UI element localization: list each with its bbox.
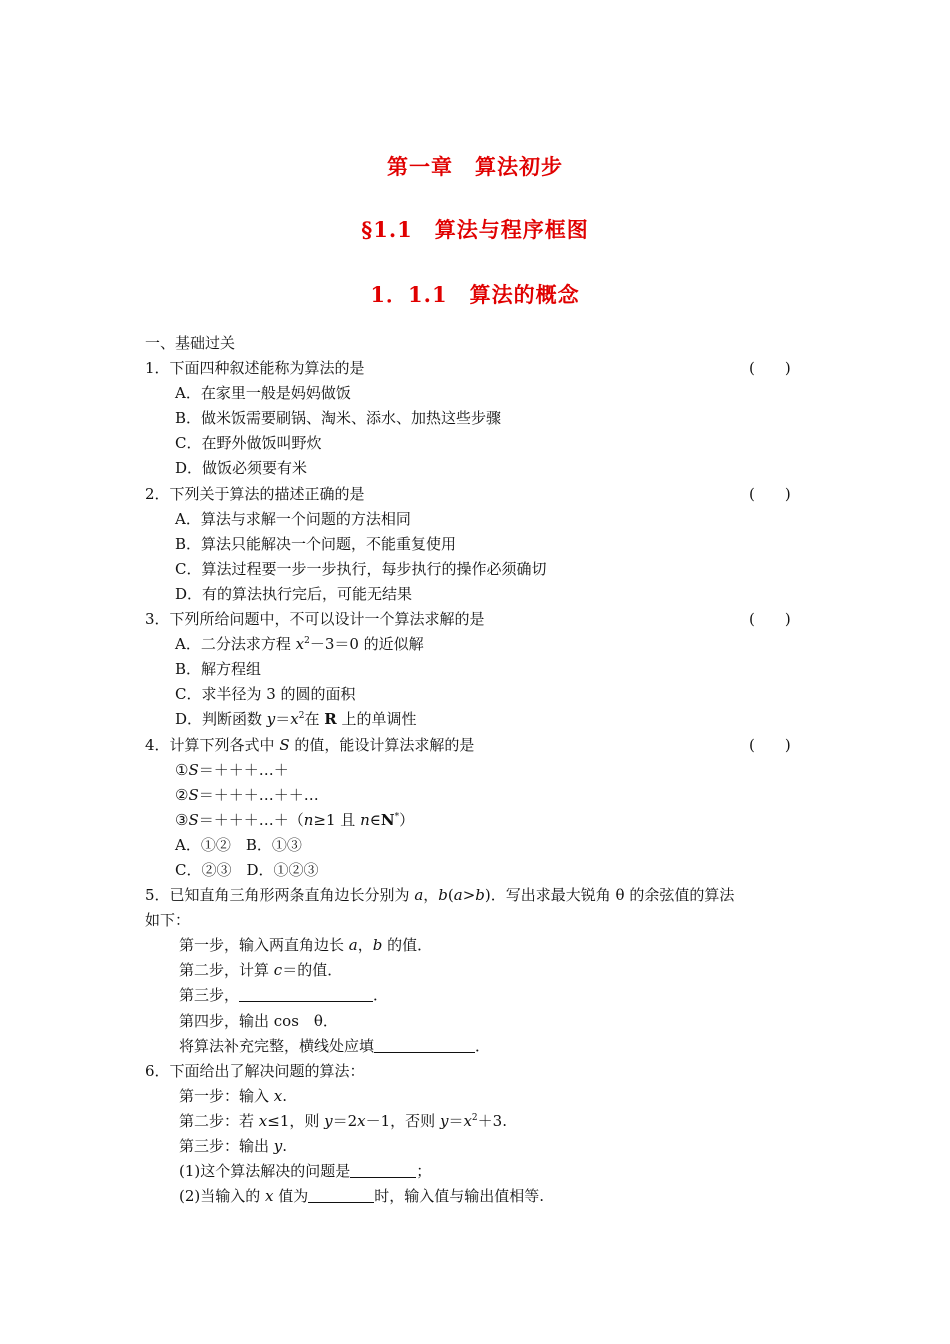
- var-x: x: [463, 1111, 472, 1130]
- var-a: a: [414, 886, 424, 905]
- text: 第一步，输入两直角边长: [179, 936, 349, 955]
- q2-option-a: A．算法与求解一个问题的方法相同: [175, 509, 411, 528]
- q3-option-d: [145, 707, 810, 732]
- question-5-stem: [145, 883, 810, 908]
- text: A．二分法求方程: [175, 635, 296, 654]
- var-x: x: [290, 710, 299, 729]
- text: .: [282, 1086, 288, 1105]
- q5-step-1: [145, 933, 810, 958]
- text: ）: [399, 810, 415, 829]
- q1-option-a: A．在家里一般是妈妈做饭: [175, 384, 351, 403]
- question-3-stem: [145, 607, 810, 632]
- q3-option-b: B．解方程组: [175, 660, 262, 679]
- question-5-stem-wrap: 如下：: [145, 911, 191, 930]
- q3-option-a: [145, 632, 810, 657]
- text: －1，否则: [365, 1111, 440, 1130]
- var-c: c: [273, 961, 283, 980]
- q4-item-2: [145, 783, 810, 808]
- text: ；: [416, 1162, 432, 1181]
- subsection-title: 1．1.1 算法的概念: [370, 282, 580, 307]
- text: (: [447, 886, 454, 905]
- q4-options-row-2: C．②③ D．①②③: [175, 860, 319, 879]
- var-y: y: [266, 710, 276, 729]
- var-y: y: [439, 1111, 449, 1130]
- question-2-stem: [145, 482, 810, 507]
- var-b: b: [372, 936, 383, 955]
- q6-step-1: [145, 1084, 810, 1109]
- q6-step-3: [145, 1134, 810, 1159]
- section-title: §1.1 算法与程序框图: [361, 217, 589, 242]
- q6-sub-1: [145, 1159, 810, 1184]
- var-a: a: [453, 886, 463, 905]
- q3-option-c: C．求半径为 3 的圆的面积: [175, 685, 356, 704]
- var-n: n: [303, 810, 314, 829]
- text: 的值，能设计算法求解的是: [289, 735, 475, 754]
- text: ①: [175, 760, 189, 779]
- q1-option-c: C．在野外做饭叫野炊: [175, 434, 322, 453]
- answer-bracket: ( ): [749, 484, 791, 503]
- text: 值为: [273, 1187, 309, 1206]
- text: ，: [423, 886, 439, 905]
- text: ∈: [369, 810, 381, 829]
- q5-step-3: [145, 983, 810, 1008]
- answer-bracket: ( ): [749, 735, 791, 754]
- text: (2)当输入的: [179, 1187, 266, 1206]
- text: >: [462, 886, 476, 905]
- var-a: a: [348, 936, 358, 955]
- q2-option-b: B．算法只能解决一个问题，不能重复使用: [175, 534, 457, 553]
- q4-item-3: [145, 808, 810, 833]
- text: ＝的值．: [282, 961, 343, 980]
- text: ③: [175, 810, 189, 829]
- question-text: 3．下列所给问题中，不可以设计一个算法求解的是: [145, 610, 485, 629]
- text: 第三步，: [179, 986, 240, 1005]
- exercise-content: [145, 331, 810, 1209]
- q1-option-b: B．做米饭需要刷锅、淘米、添水、加热这些步骤: [175, 409, 502, 428]
- var-s: S: [188, 760, 199, 779]
- text: 第一步：输入: [179, 1086, 274, 1105]
- text: －3＝0 的近似解: [309, 635, 424, 654]
- text: .: [282, 1137, 288, 1155]
- text: ，: [357, 936, 373, 955]
- fill-blank[interactable]: [374, 1036, 475, 1053]
- exponent: 2: [471, 1112, 478, 1123]
- fill-blank[interactable]: [350, 1161, 416, 1178]
- superscript: *: [394, 811, 400, 822]
- answer-bracket: ( ): [749, 610, 791, 629]
- var-b: b: [475, 886, 485, 905]
- q6-sub-2: [145, 1184, 810, 1209]
- q6-step-2: [145, 1109, 810, 1134]
- question-6-stem: 6．下面给出了解决问题的算法：: [145, 1061, 365, 1080]
- q1-option-d: D．做饭必须要有米: [175, 459, 308, 478]
- answer-bracket: ( ): [749, 359, 791, 378]
- text: D．判断函数: [175, 710, 267, 729]
- var-x: x: [273, 1086, 283, 1105]
- q4-options-row-1: A．①② B．①③: [175, 835, 302, 854]
- text: ＝: [448, 1111, 464, 1130]
- exponent: 2: [304, 636, 310, 647]
- q5-step-4: 第四步，输出 cos θ．: [179, 1011, 338, 1030]
- q5-step-2: [145, 958, 810, 983]
- text: ≥1 且: [313, 810, 361, 829]
- var-s: S: [188, 785, 199, 804]
- q2-option-c: C．算法过程要一步一步执行，每步执行的操作必须确切: [175, 559, 547, 578]
- set-r: R: [324, 710, 337, 729]
- var-x: x: [265, 1187, 274, 1206]
- text: ＝＋＋＋…＋（: [198, 810, 304, 829]
- text: 在: [304, 710, 325, 729]
- part-heading: 一、基础过关: [145, 334, 236, 352]
- text: 上的单调性: [336, 710, 417, 729]
- fill-blank[interactable]: [239, 985, 373, 1002]
- question-1-stem: [145, 356, 810, 381]
- text: 5．已知直角三角形两条直角边长分别为: [145, 886, 415, 905]
- text: 第二步：若: [179, 1111, 259, 1130]
- question-text: 1．下面四种叙述能称为算法的是: [145, 359, 365, 378]
- text: ＋3.: [477, 1111, 507, 1130]
- text: 4．计算下列各式中: [145, 735, 280, 754]
- text: 的值．: [382, 936, 433, 955]
- text: ≤1，则: [267, 1111, 325, 1130]
- text: ②: [175, 785, 189, 804]
- text: (1)这个算法解决的问题是: [179, 1162, 351, 1181]
- text: ＝: [275, 710, 291, 729]
- text: 时，输入值与输出值相等.: [374, 1187, 545, 1206]
- text: ＝＋＋＋…＋: [198, 760, 289, 779]
- var-x: x: [295, 635, 305, 654]
- question-4-stem: [145, 733, 810, 758]
- var-n: n: [360, 810, 370, 829]
- text: ＝＋＋＋…＋＋…: [198, 785, 319, 804]
- exponent: 2: [298, 711, 305, 722]
- var-x: x: [357, 1111, 366, 1130]
- q2-option-d: D．有的算法执行完后，可能无结果: [175, 584, 413, 603]
- var-y: y: [324, 1111, 333, 1130]
- var-b: b: [438, 886, 448, 905]
- text: ＝2: [332, 1111, 358, 1130]
- var-y: y: [273, 1137, 283, 1155]
- set-n: N: [380, 810, 395, 829]
- text: 第二步，计算: [179, 961, 274, 980]
- chapter-title: 第一章 算法初步: [387, 154, 563, 179]
- var-x: x: [258, 1111, 268, 1130]
- var-s: S: [279, 735, 290, 754]
- q5-fill-instruction: [145, 1034, 810, 1059]
- var-s: S: [188, 810, 199, 829]
- question-text: 2．下列关于算法的描述正确的是: [145, 484, 365, 503]
- fill-blank[interactable]: [308, 1186, 374, 1203]
- text: ．: [373, 986, 389, 1005]
- q4-item-1: [145, 758, 810, 783]
- text: )．写出求最大锐角 θ 的余弦值的算法: [484, 886, 735, 905]
- text: ．: [475, 1036, 491, 1055]
- text: 第三步：输出: [179, 1137, 274, 1155]
- text: 将算法补充完整，横线处应填: [179, 1036, 375, 1055]
